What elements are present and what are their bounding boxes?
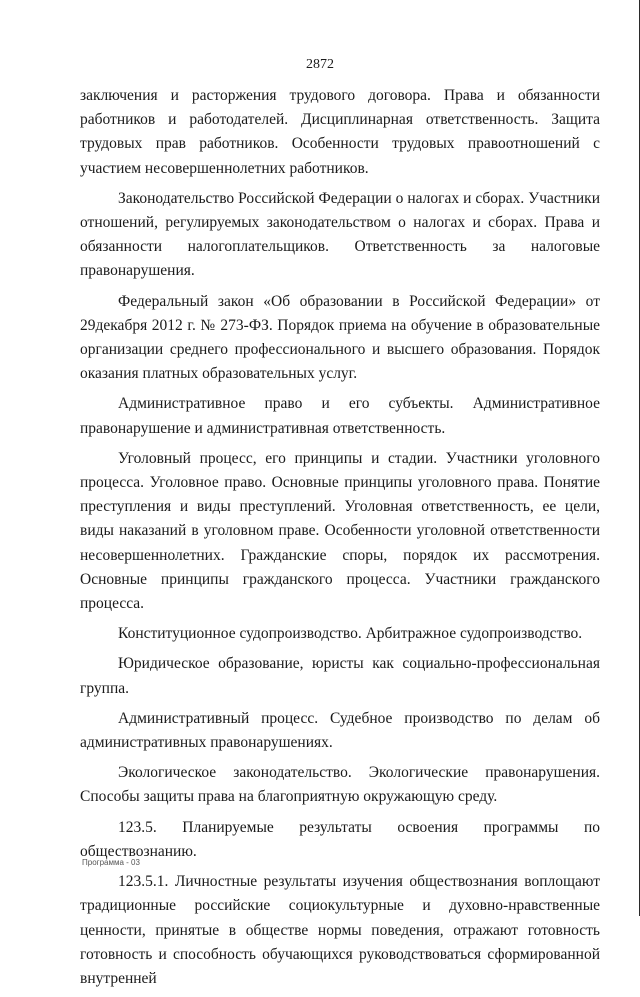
footer-label: Программа - 03 xyxy=(82,858,140,867)
paragraph-criminal-civil-process: Уголовный процесс, его принципы и стадии. Участники уголовного процесса. Уголовное право. Основные принципы уголовного права. Понятие преступления и виды преступлений. Уголовная ответственность, ее цели, виды наказаний в уголовном праве. Особенности уголовной ответственности несовершеннолетних. Гражданские споры, порядок их рассмотрения. Основные принципы гражданского процесса. Участники гражданского процесса. xyxy=(80,449,600,613)
document-body xyxy=(80,84,600,997)
paragraph-labor-law-continuation: заключения и расторжения трудового договора. Права и обязанности работников и работодателей. Дисциплинарная ответственность. Защита трудовых прав работников. Особенности трудовых правоотношений с участием несовершеннолетних работников. xyxy=(80,87,600,177)
paragraph-personal-results: 123.5.1. Личностные результаты изучения обществознания воплощают традиционные российские социокультурные и духовно-нравственные ценности, принятые в обществе нормы поведения, отражают готовность готовность и способность обучающихся руководствоваться сформированной внутренней xyxy=(80,873,600,987)
paragraph-tax-law: Законодательство Российской Федерации о налогах и сборах. Участники отношений, регулируемых законодательством о налогах и сборах. Права и обязанности налогоплательщиков. Ответственность за налоговые правонарушения. xyxy=(80,189,600,280)
paragraph-environmental-law: Экологическое законодательство. Экологические правонарушения. Способы защиты права на благоприятную окружающую среду. xyxy=(80,764,600,806)
paragraph-constitutional-proceedings: Конституционное судопроизводство. Арбитражное судопроизводство. xyxy=(118,625,583,643)
section-heading-planned-results: 123.5. Планируемые результаты освоения программы по обществознанию. xyxy=(80,818,600,860)
paragraph-education-law: Федеральный закон «Об образовании в Российской Федерации» от 29декабря 2012 г. № 273-ФЗ. Порядок приема на обучение в образовательные организации среднего профессионального и высшего образования. Порядок оказания платных образовательных услуг. xyxy=(80,292,600,383)
page-number: 2872 xyxy=(306,57,334,72)
paragraph-legal-education: Юридическое образование, юристы как социально-профессиональная группа. xyxy=(80,655,600,697)
paragraph-administrative-process: Административный процесс. Судебное производство по делам об административных правонарушениях. xyxy=(80,709,600,752)
paragraph-administrative-law: Административное право и его субъекты. Административное правонарушение и административная ответственность. xyxy=(80,395,600,437)
